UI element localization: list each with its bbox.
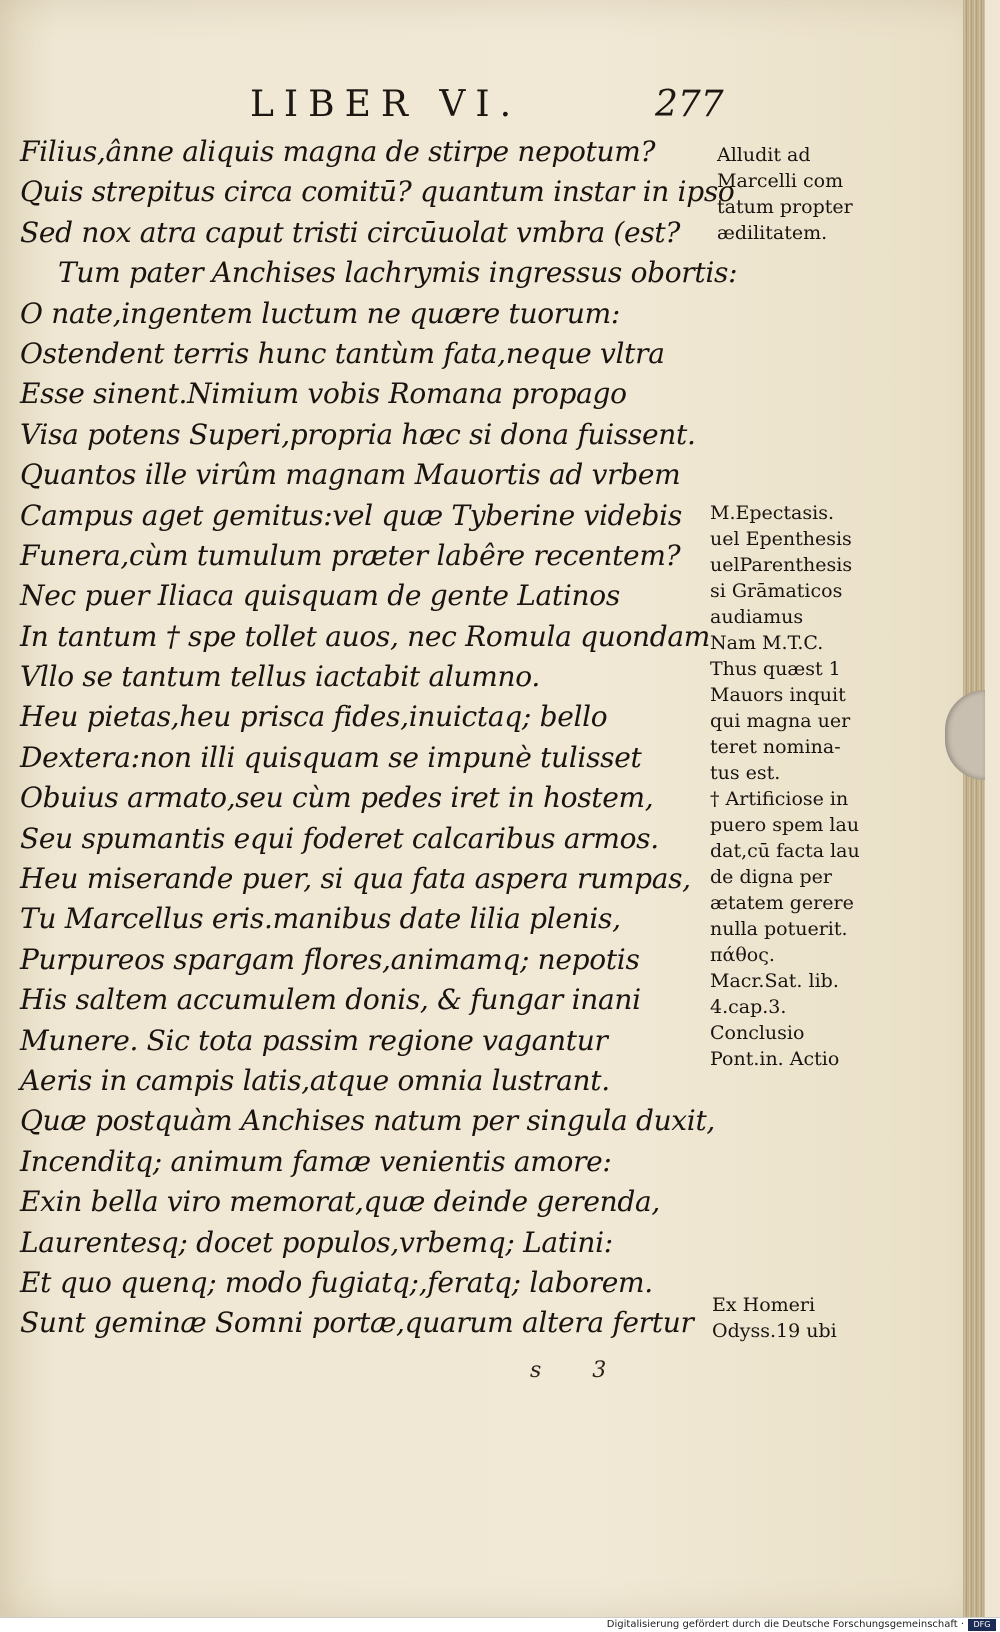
verse-line: In tantum † spe tollet auos, nec Romula quondam — [20, 619, 711, 653]
gloss-line: audiamus — [710, 606, 804, 628]
gloss-line: uelParenthesis — [710, 554, 853, 576]
gloss-line: Nam M.T.C. — [710, 632, 824, 654]
gloss-line: Conclusio — [710, 1022, 805, 1044]
verse-line: Funera,cùm tumulum præter labêre recentem? — [20, 538, 681, 572]
verse-line: Sunt geminæ Somni portæ,quarum altera fertur — [20, 1306, 694, 1340]
verse-line: Laurentesq; docet populos,vrbemq; Latini: — [20, 1225, 613, 1259]
gloss-line: M.Epectasis. — [710, 502, 834, 524]
gloss-line: Macr.Sat. lib. — [710, 970, 839, 992]
gloss-line: si Grāmaticos — [710, 580, 843, 602]
verse-line: Tum pater Anchises lachrymis ingressus obortis: — [58, 256, 738, 290]
marginal-gloss-alludit — [717, 142, 853, 246]
verse-line: Exin bella viro memorat,quæ deinde gerenda, — [20, 1185, 660, 1219]
verse-line: Aeris in campis latis,atque omnia lustrant. — [20, 1063, 610, 1097]
verse-text-column — [20, 132, 738, 1344]
verse-line: Dextera:non illi quisquam se impunè tulisset — [20, 740, 642, 774]
verse-line: Munere. Sic tota passim regione vagantur — [20, 1023, 608, 1057]
verse-line: Nec puer Iliaca quisquam de gente Latinos — [20, 579, 620, 613]
verse-line: Heu pietas,heu prisca fides,inuictaq; bello — [20, 700, 608, 734]
verse-line: Esse sinent.Nimium vobis Romana propago — [20, 377, 627, 411]
gloss-line: 4.cap.3. — [710, 996, 787, 1018]
gloss-line: πάθος. — [710, 944, 775, 966]
gloss-line: Odyss.19 ubi — [712, 1320, 837, 1342]
verse-line: Obuius armato,seu cùm pedes iret in hostem, — [20, 781, 654, 815]
verse-line: Et quo quenq; modo fugiatq;,feratq; laborem. — [20, 1265, 653, 1299]
verse-line: Quæ postquàm Anchises natum per singula duxit, — [20, 1104, 716, 1138]
gloss-line: de digna per — [710, 866, 832, 888]
gloss-line: tatum propter — [717, 196, 853, 218]
gloss-line: Pont.in. Actio — [710, 1048, 840, 1070]
verse-line: Sed nox atra caput tristi circūuolat vmbra (est? — [20, 215, 681, 249]
gloss-line: tus est. — [710, 762, 781, 784]
gloss-line: † Artificiose in — [710, 788, 849, 810]
gloss-line: Thus quæst 1 — [710, 658, 841, 680]
verse-line: Quis strepitus circa comitū? quantum instar in ipso — [20, 175, 735, 209]
verse-line: Tu Marcellus eris.manibus date lilia plenis, — [20, 902, 621, 936]
verse-line: Visa potens Superi,propria hæc si dona fuissent. — [20, 417, 696, 451]
page-clip-tab — [945, 690, 985, 780]
verse-line: Seu spumantis equi foderet calcaribus armos. — [20, 821, 659, 855]
gloss-line: uel Epenthesis — [710, 528, 852, 550]
verse-line: O nate,ingentem luctum ne quære tuorum: — [20, 296, 620, 330]
gloss-line: Mauors inquit — [710, 684, 846, 706]
verse-line: Purpureos spargam flores,animamq; nepotis — [20, 942, 640, 976]
gloss-line: ætatem gerere — [710, 892, 854, 914]
page-fore-edge — [963, 0, 985, 1618]
verse-line: Quantos ille virûm magnam Mauortis ad vrbem — [20, 458, 681, 492]
folio-number: 277 — [655, 84, 724, 125]
verse-line: Vllo se tantum tellus iactabit alumno. — [20, 660, 540, 694]
verse-line: Heu miserande puer, si qua fata aspera rumpas, — [20, 862, 691, 896]
gloss-line: teret nomina- — [710, 736, 841, 758]
gloss-line: dat,cū facta lau — [710, 840, 860, 862]
verse-line: Incenditq; animum famæ venientis amore: — [20, 1144, 612, 1178]
running-head: LIBER VI. — [250, 84, 522, 125]
gloss-line: Marcelli com — [717, 170, 844, 192]
gloss-line: Alludit ad — [717, 144, 811, 166]
marginal-gloss-homer — [712, 1292, 837, 1344]
gloss-line: ædilitatem. — [717, 222, 828, 244]
gloss-line: Ex Homeri — [712, 1294, 816, 1316]
footer-bar — [0, 1617, 1000, 1632]
verse-line: Ostendent terris hunc tantùm fata,neque vltra — [20, 336, 665, 370]
signature-mark: s 3 — [530, 1358, 629, 1383]
gloss-line: nulla potuerit. — [710, 918, 848, 940]
funding-notice: Digitalisierung gefördert durch die Deutsche Forschungsgemeinschaft · — [606, 1619, 964, 1630]
marginal-gloss-epectasis — [710, 500, 860, 1072]
verse-line: Campus aget gemitus:vel quæ Tyberine videbis — [20, 498, 682, 532]
verse-line: Filius,ânne aliquis magna de stirpe nepotum? — [20, 135, 656, 168]
gloss-line: puero spem lau — [710, 814, 860, 836]
gloss-line: qui magna uer — [710, 710, 851, 732]
dfg-logo: DFG — [968, 1619, 996, 1631]
verse-line: His saltem accumulem donis, & fungar inani — [20, 983, 641, 1017]
